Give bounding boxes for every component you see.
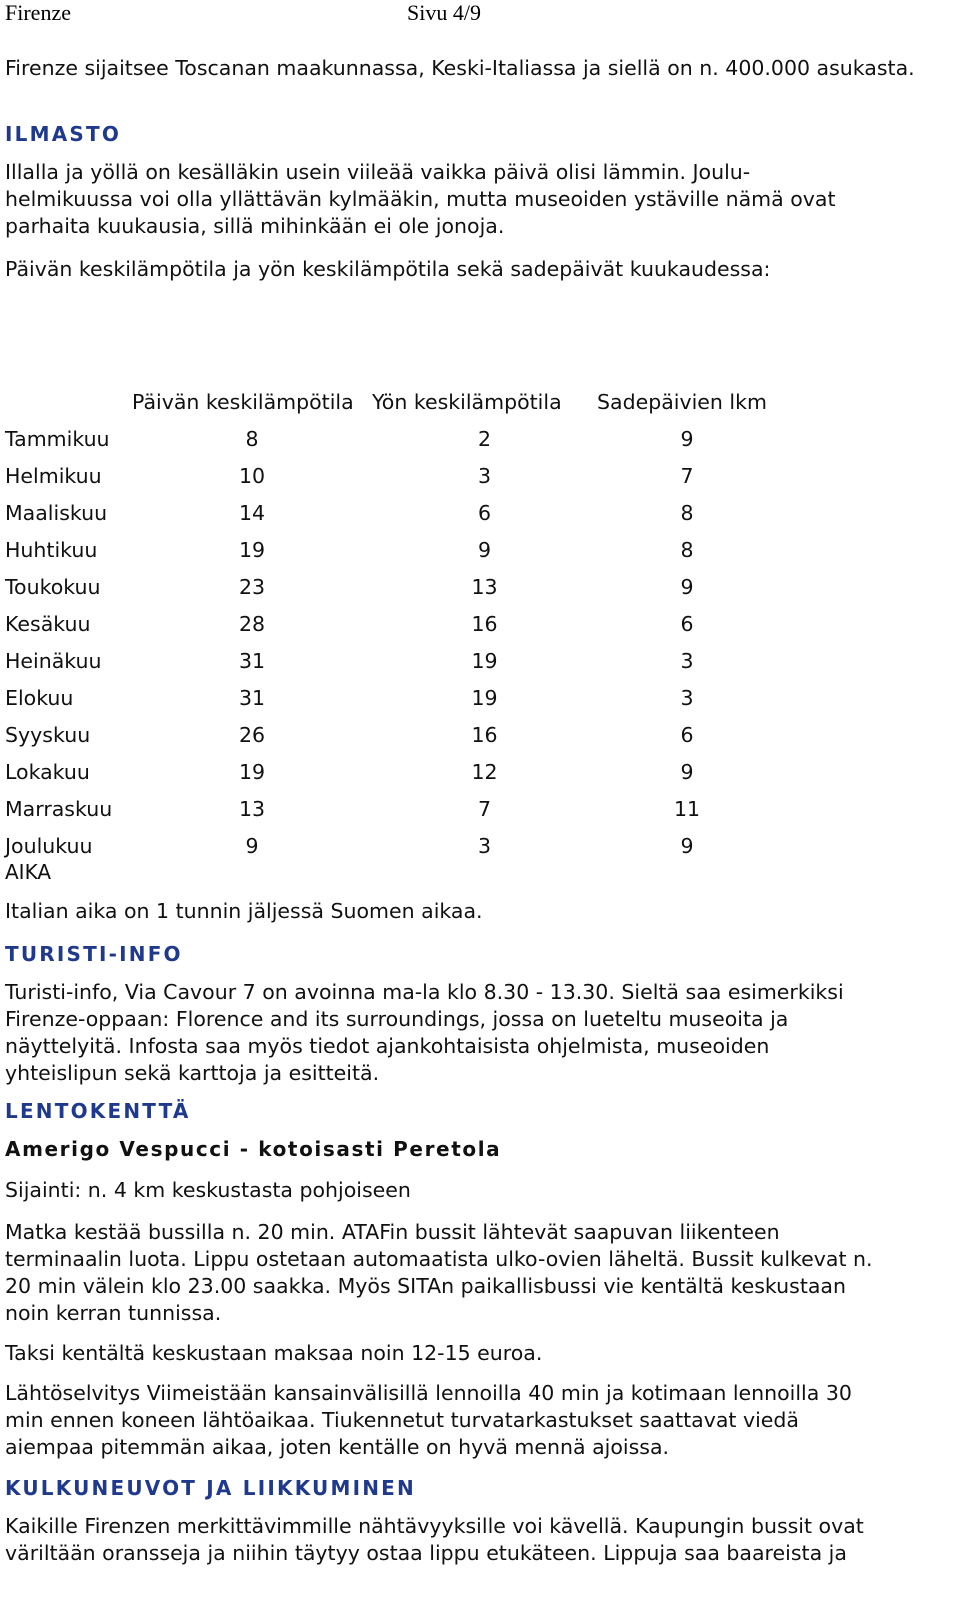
night-temp-cell: 7 xyxy=(477,796,492,821)
night-temp-cell: 16 xyxy=(471,722,498,747)
night-temp-cell: 19 xyxy=(471,685,498,710)
table-row xyxy=(5,531,777,568)
text-line: 20 min välein klo 23.00 saakka. Myös SITAn paikallisbussi vie kentältä keskustaan xyxy=(5,1274,846,1298)
text-line: Matka kestää bussilla n. 20 min. ATAFin bussit lähtevät saapuvan liikenteen xyxy=(5,1220,780,1244)
column-header-rain-days: Sadepäivien lkm xyxy=(597,389,767,414)
month-cell: Lokakuu xyxy=(5,759,90,784)
airport-taxi: Taksi kentältä keskustaan maksaa noin 12-15 euroa. xyxy=(5,1341,543,1365)
column-header-night-temp: Yön keskilämpötila xyxy=(372,389,562,414)
transport-paragraph xyxy=(5,1513,950,1567)
text-line: terminaalin luota. Lippu ostetaan automaatista ulko-ovien läheltä. Bussit kulkevat n. xyxy=(5,1247,873,1271)
airport-bus-paragraph xyxy=(5,1219,950,1327)
text-line: min ennen koneen lähtöaikaa. Tiukennetut turvatarkastukset saattavat viedä xyxy=(5,1408,799,1432)
airport-heading: LENTOKENTTÄ xyxy=(5,1099,191,1123)
table-row xyxy=(5,494,777,531)
table-header-row xyxy=(5,383,777,420)
climate-paragraph xyxy=(5,159,950,240)
tourist-info-heading: TURISTI-INFO xyxy=(5,942,183,966)
night-temp-cell: 6 xyxy=(477,500,492,525)
night-temp-cell: 19 xyxy=(471,648,498,673)
text-line: näyttelyitä. Infosta saa myös tiedot ajankohtaisista ohjelmista, museoiden xyxy=(5,1034,770,1058)
airport-checkin-paragraph xyxy=(5,1380,950,1461)
day-temp-cell: 28 xyxy=(238,611,266,636)
time-paragraph: Italian aika on 1 tunnin jäljessä Suomen aikaa. xyxy=(5,899,483,923)
table-row xyxy=(5,568,777,605)
rain-days-cell: 8 xyxy=(680,537,694,562)
tourist-info-paragraph xyxy=(5,979,950,1087)
airport-location: Sijainti: n. 4 km keskustasta pohjoiseen xyxy=(5,1178,411,1202)
month-cell: Elokuu xyxy=(5,685,74,710)
table-row xyxy=(5,753,777,790)
climate-heading: ILMASTO xyxy=(5,122,122,146)
month-cell: Huhtikuu xyxy=(5,537,98,562)
rain-days-cell: 6 xyxy=(680,611,694,636)
month-cell: Tammikuu xyxy=(5,426,110,451)
month-cell: Marraskuu xyxy=(5,796,113,821)
rain-days-cell: 9 xyxy=(680,426,694,451)
month-cell: Helmikuu xyxy=(5,463,102,488)
text-line: Firenze-oppaan: Florence and its surroundings, jossa on lueteltu museoita ja xyxy=(5,1007,789,1031)
text-line: noin kerran tunnissa. xyxy=(5,1301,222,1325)
page-header xyxy=(5,0,955,24)
text-line: helmikuussa voi olla yllättävän kylmääkin, mutta museoiden ystäville nämä ovat xyxy=(5,187,836,211)
column-header-month xyxy=(5,383,132,420)
text-line: Kaikille Firenzen merkittävimmille nähtävyyksille voi kävellä. Kaupungin bussit ovat xyxy=(5,1514,864,1538)
rain-days-cell: 9 xyxy=(680,574,694,599)
table-row xyxy=(5,790,777,827)
night-temp-cell: 12 xyxy=(471,759,498,784)
month-cell: Syyskuu xyxy=(5,722,91,747)
month-cell: Toukokuu xyxy=(5,574,101,599)
table-caption: Päivän keskilämpötila ja yön keskilämpötila sekä sadepäivät kuukaudessa: xyxy=(5,257,771,281)
table-row xyxy=(5,605,777,642)
night-temp-cell: 3 xyxy=(477,463,492,488)
intro-paragraph: Firenze sijaitsee Toscanan maakunnassa, Keski-Italiassa ja siellä on n. 400.000 asukasta. xyxy=(5,56,915,80)
text-line: yhteislipun sekä karttoja ja esitteitä. xyxy=(5,1061,380,1085)
night-temp-cell: 16 xyxy=(471,611,498,636)
text-line: väriltään oransseja ja niihin täytyy ostaa lippu etukäteen. Lippuja saa baareista ja xyxy=(5,1541,847,1565)
rain-days-cell: 3 xyxy=(680,648,694,673)
night-temp-cell: 3 xyxy=(477,833,492,858)
rain-days-cell: 9 xyxy=(680,759,694,784)
day-temp-cell: 23 xyxy=(238,574,266,599)
climate-table xyxy=(5,383,777,864)
rain-days-cell: 9 xyxy=(680,833,694,858)
day-temp-cell: 13 xyxy=(238,796,266,821)
page-number: Sivu 4/9 xyxy=(407,0,481,25)
month-cell: Kesäkuu xyxy=(5,611,91,636)
text-line: aiempaa pitemmän aikaa, joten kentälle on hyvä mennä ajoissa. xyxy=(5,1435,670,1459)
airport-subheading: Amerigo Vespucci - kotoisasti Peretola xyxy=(5,1137,502,1161)
transport-heading: KULKUNEUVOT JA LIIKKUMINEN xyxy=(5,1476,416,1500)
text-line: Turisti-info, Via Cavour 7 on avoinna ma-la klo 8.30 - 13.30. Sieltä saa esimerkiksi xyxy=(5,980,844,1004)
day-temp-cell: 26 xyxy=(238,722,266,747)
table-row xyxy=(5,716,777,753)
month-cell: Heinäkuu xyxy=(5,648,102,673)
night-temp-cell: 2 xyxy=(477,426,492,451)
day-temp-cell: 9 xyxy=(245,833,259,858)
night-temp-cell: 9 xyxy=(477,537,492,562)
rain-days-cell: 7 xyxy=(680,463,694,488)
rain-days-cell: 6 xyxy=(680,722,694,747)
day-temp-cell: 14 xyxy=(238,500,266,525)
rain-days-cell: 8 xyxy=(680,500,694,525)
table-row xyxy=(5,457,777,494)
table-row xyxy=(5,679,777,716)
text-line: Illalla ja yöllä on kesälläkin usein viileää vaikka päivä olisi lämmin. Joulu- xyxy=(5,160,751,184)
day-temp-cell: 31 xyxy=(238,685,266,710)
month-cell: Joulukuu xyxy=(5,833,93,858)
table-row xyxy=(5,642,777,679)
table-row xyxy=(5,827,777,864)
day-temp-cell: 19 xyxy=(238,759,266,784)
day-temp-cell: 8 xyxy=(245,426,259,451)
text-line: Lähtöselvitys Viimeistään kansainvälisillä lennoilla 40 min ja kotimaan lennoilla 30 xyxy=(5,1381,852,1405)
column-header-day-temp: Päivän keskilämpötila xyxy=(132,389,354,414)
day-temp-cell: 19 xyxy=(238,537,266,562)
day-temp-cell: 31 xyxy=(238,648,266,673)
rain-days-cell: 11 xyxy=(673,796,701,821)
document-title: Firenze xyxy=(5,0,71,25)
day-temp-cell: 10 xyxy=(238,463,266,488)
rain-days-cell: 3 xyxy=(680,685,694,710)
night-temp-cell: 13 xyxy=(471,574,498,599)
month-cell: Maaliskuu xyxy=(5,500,108,525)
table-row xyxy=(5,420,777,457)
text-line: parhaita kuukausia, sillä mihinkään ei ole jonoja. xyxy=(5,214,505,238)
time-heading: AIKA xyxy=(5,860,52,884)
